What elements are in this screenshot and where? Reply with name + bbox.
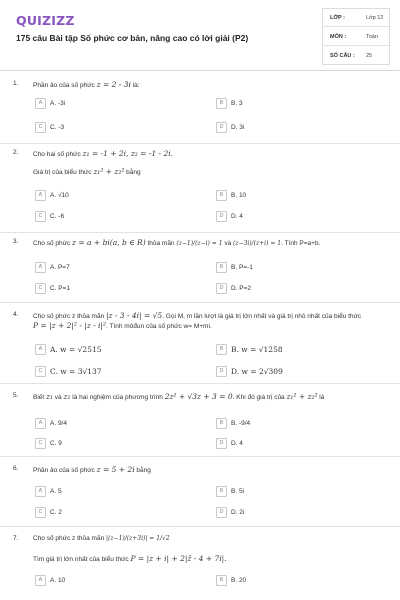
option-letter: D	[216, 283, 227, 294]
option-c[interactable]	[35, 283, 70, 293]
question-math: z = 2 - 3i	[96, 80, 131, 89]
option-value: D. P=2	[231, 285, 252, 292]
option-c[interactable]	[35, 507, 62, 517]
question-divider	[0, 456, 400, 457]
question-math: z₁² + z₂²	[286, 392, 318, 401]
question-divider	[0, 383, 400, 384]
option-value: B. w = √1258	[231, 345, 283, 354]
option-d[interactable]	[216, 438, 243, 448]
option-value: A. 10	[50, 577, 66, 584]
question-math: 2z² + √3z + 3 = 0	[164, 392, 233, 401]
option-d[interactable]	[216, 283, 251, 293]
question-text	[33, 238, 320, 247]
option-letter: A	[35, 486, 46, 497]
meta-key: MÔN :	[330, 33, 347, 40]
meta-value: Toán	[366, 33, 378, 40]
option-value: A. P=7	[50, 264, 70, 271]
question-number: 4.	[13, 311, 19, 318]
option-letter: A	[35, 418, 46, 429]
meta-row-class	[323, 9, 391, 27]
question-number: 5.	[13, 392, 19, 399]
meta-row-count	[323, 47, 391, 65]
question-number: 6.	[13, 465, 19, 472]
option-d[interactable]	[216, 366, 283, 376]
question-math: |(z−1)/(z+3i)| = 1/√2	[106, 535, 170, 542]
question-text	[33, 311, 361, 320]
meta-key: LỚP :	[330, 14, 345, 21]
question-text-part: . Tính P=a+b.	[281, 240, 321, 247]
option-d[interactable]	[216, 507, 244, 517]
option-letter: D	[216, 507, 227, 518]
question-text-part: Cho số phức	[33, 240, 73, 247]
option-a[interactable]	[35, 575, 65, 585]
option-value: B. -9/4	[231, 420, 251, 427]
option-letter: D	[216, 366, 227, 377]
question-text	[33, 149, 173, 158]
question-text-part: là	[317, 394, 325, 401]
option-letter: A	[35, 575, 46, 586]
option-c[interactable]	[35, 211, 64, 221]
meta-key: SỐ CÂU :	[330, 53, 355, 59]
question-text-part: Phần ảo của số phức	[33, 467, 97, 474]
option-value: D. 2i	[231, 509, 245, 516]
option-c[interactable]	[35, 366, 102, 376]
option-value: B. 3	[231, 100, 243, 107]
question-divider	[0, 143, 400, 144]
option-letter: D	[216, 211, 227, 222]
question-math: z₂	[63, 392, 71, 401]
option-letter: D	[216, 122, 227, 133]
option-letter: C	[35, 211, 46, 222]
option-value: C. P=1	[50, 285, 71, 292]
option-value: D. 3i	[231, 124, 245, 131]
question-math: z = 5 + 2i	[96, 465, 135, 474]
option-letter: A	[35, 262, 46, 273]
option-d[interactable]	[216, 211, 243, 221]
option-letter: B	[216, 486, 227, 497]
question-math: (z−3i)/(z+i) = 1	[233, 240, 282, 247]
option-letter: C	[35, 507, 46, 518]
option-value: A. 5	[50, 488, 62, 495]
option-value: C. 2	[50, 509, 62, 516]
option-value: D. 4	[231, 213, 243, 220]
question-text-part: là hai nghiệm của phương trình	[70, 394, 165, 401]
option-d[interactable]	[216, 122, 244, 132]
question-text-part: Biết	[33, 394, 47, 401]
option-value: B. 5i	[231, 488, 245, 495]
option-letter: C	[35, 366, 46, 377]
question-text-part: và	[52, 394, 64, 401]
question-math: P = |z + 2|² - |z - i|²	[33, 321, 106, 330]
question-text	[33, 392, 324, 401]
option-letter: B	[216, 575, 227, 586]
question-number: 1.	[13, 80, 19, 87]
question-number: 3.	[13, 238, 19, 245]
meta-box	[322, 8, 390, 65]
question-text-part: bằng	[134, 467, 151, 474]
option-b[interactable]	[216, 418, 250, 428]
option-a[interactable]	[35, 344, 102, 354]
question-number: 7.	[13, 535, 19, 542]
option-value: B. 20	[231, 577, 247, 584]
quizizz-logo: QUIZIZZ	[16, 13, 75, 28]
question-text-part: Giá trị của biểu thức	[33, 169, 94, 176]
option-b[interactable]	[216, 486, 244, 496]
question-text-part: và	[222, 240, 234, 247]
option-value: C. -3	[50, 124, 65, 131]
question-subtext	[33, 321, 212, 330]
question-text-part: . Khi đó giá trị của	[232, 394, 287, 401]
option-letter: C	[35, 122, 46, 133]
page-title: 175 câu Bài tập Số phức cơ bản, nâng cao có lời giải (P2)	[16, 33, 249, 43]
option-a[interactable]	[35, 98, 65, 108]
option-letter: A	[35, 98, 46, 109]
option-letter: A	[35, 344, 46, 355]
option-letter: B	[216, 262, 227, 273]
option-value: D. w = 2√309	[231, 367, 283, 376]
option-value: A. w = √2515	[50, 345, 102, 354]
option-letter: A	[35, 190, 46, 201]
option-letter: C	[35, 438, 46, 449]
question-text	[33, 80, 140, 89]
question-math: z₁	[46, 392, 53, 401]
option-letter: D	[216, 438, 227, 449]
option-a[interactable]	[35, 190, 69, 200]
worksheet-header	[0, 0, 400, 71]
option-value: A. -3i	[50, 100, 66, 107]
meta-row-subject	[323, 28, 391, 46]
question-text-part: Phần ảo của số phức	[33, 82, 97, 89]
question-text-part: Cho số phức z thỏa mãn	[33, 313, 107, 320]
option-letter: B	[216, 344, 227, 355]
question-math: z₁ = -1 + 2i, z₂ = -1 - 2i.	[82, 149, 174, 158]
question-subtext	[33, 167, 141, 176]
option-a[interactable]	[35, 418, 67, 428]
option-b[interactable]	[216, 575, 246, 585]
question-text-part: Tìm giá trị lớn nhất của biểu thức	[33, 556, 131, 563]
question-text-part: là:	[130, 82, 140, 89]
option-value: B. P=-1	[231, 264, 253, 271]
question-text-part: Cho hai số phức	[33, 151, 83, 158]
option-b[interactable]	[216, 98, 243, 108]
question-text	[33, 465, 151, 474]
question-math: z = a + bi(a, b ∈ R)	[72, 238, 146, 247]
option-b[interactable]	[216, 190, 246, 200]
question-text-part: Cho số phức z thỏa mãn	[33, 535, 107, 542]
option-letter: B	[216, 98, 227, 109]
option-letter: B	[216, 190, 227, 201]
option-c[interactable]	[35, 438, 62, 448]
question-divider	[0, 302, 400, 303]
question-text-part: . Tính môđun của số phức w= M+mi.	[105, 323, 212, 330]
option-value: B. 10	[231, 192, 247, 199]
option-letter: C	[35, 283, 46, 294]
question-text-part: thỏa mãn	[145, 240, 177, 247]
option-value: C. 9	[50, 440, 62, 447]
meta-value: 25	[366, 53, 373, 59]
option-c[interactable]	[35, 122, 64, 132]
question-math: |z - 3 - 4i| = √5	[106, 311, 163, 320]
question-subtext	[33, 554, 227, 563]
option-value: D. 4	[231, 440, 243, 447]
option-b[interactable]	[216, 262, 253, 272]
question-math: z₁² + z₂²	[93, 167, 125, 176]
meta-value: Lớp 12	[366, 14, 384, 21]
question-math: (z−1)/(z−i) = 1	[176, 240, 223, 247]
option-value: A. √10	[50, 192, 69, 199]
option-b[interactable]	[216, 344, 283, 354]
question-text	[33, 535, 170, 542]
question-divider	[0, 526, 400, 527]
question-divider	[0, 232, 400, 233]
option-value: A. 9/4	[50, 420, 67, 427]
option-letter: B	[216, 418, 227, 429]
option-a[interactable]	[35, 486, 62, 496]
question-number: 2.	[13, 149, 19, 156]
option-value: C. -6	[50, 213, 65, 220]
option-a[interactable]	[35, 262, 70, 272]
question-text-part: . Gọi M, m lần lượt là giá trị lớn nhất và giá trị nhỏ nhất của biểu thức	[162, 313, 362, 320]
question-text-part: bằng	[124, 169, 141, 176]
option-value: C. w = 3√137	[50, 367, 102, 376]
question-math: P = |z + i| + 2|z̄ - 4 + 7i|.	[130, 554, 227, 563]
